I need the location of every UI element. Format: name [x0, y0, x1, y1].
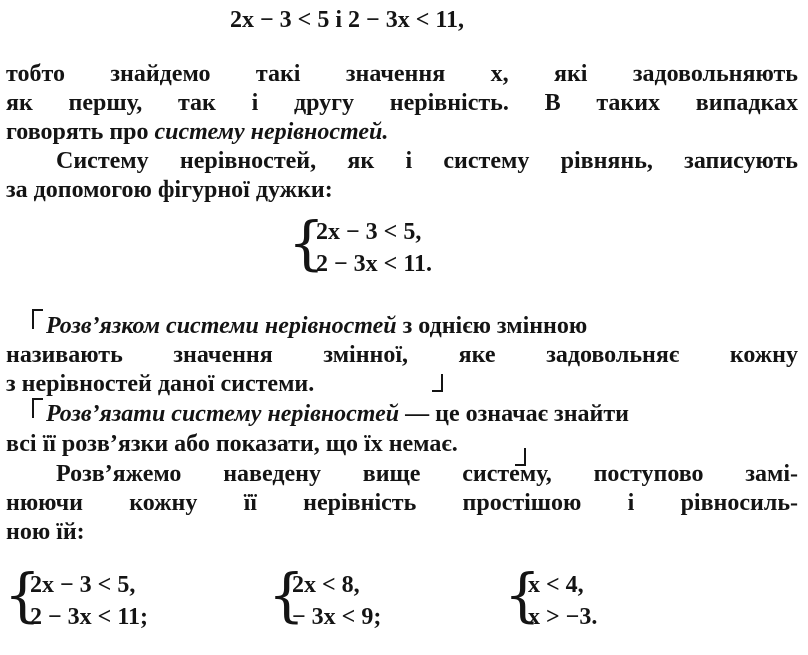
system-a-line2: 2 − 3x < 11; — [30, 604, 149, 630]
system1-line1: 2x − 3 < 5, — [316, 219, 422, 245]
def1-line2: називають значення змінної, яке задовольняє кожну — [6, 342, 798, 368]
def1-rest: з однією змінною — [396, 313, 588, 339]
def2-line2: всі її розв’язки або показати, що їх немає. — [6, 431, 458, 457]
para1-line1: тобто знайдемо такі значення x, які задовольняють — [6, 61, 798, 87]
system1-line2: 2 − 3x < 11. — [316, 251, 433, 277]
definition-open-marker-icon — [32, 309, 43, 329]
system-c-line1: x < 4, — [528, 572, 584, 598]
def1-line3: з нерівностей даної системи. — [6, 371, 315, 397]
def2-line1 — [46, 402, 629, 426]
para3-line1: Розв’яжемо наведену вище систему, поступово замі- — [56, 461, 798, 487]
curly-brace-icon: { — [268, 561, 305, 629]
para2-line2: за допомогою фігурної дужки: — [6, 177, 333, 203]
top-formula: 2x − 3 < 5 і 2 − 3x < 11, — [230, 7, 465, 33]
def2-rest: — це означає знайти — [399, 401, 629, 427]
def1-line1 — [46, 314, 587, 338]
def1-term: Розв’язком системи нерівностей — [46, 313, 397, 339]
system-b-line1: 2x < 8, — [292, 572, 360, 598]
definition-open-marker-icon — [32, 398, 43, 418]
para1-line3 — [6, 120, 388, 144]
curly-brace-icon: { — [4, 561, 41, 629]
system-b-line2: − 3x < 9; — [292, 604, 382, 630]
curly-brace-icon: { — [504, 561, 541, 629]
para1-line2: як першу, так і другу нерівність. В таких випадках — [6, 90, 798, 116]
term-system-of-inequalities: систему нерівностей. — [154, 119, 389, 145]
para2-line1: Систему нерівностей, як і систему рівнянь, записують — [56, 148, 798, 174]
def2-term: Розв’язати систему нерівностей — [46, 401, 400, 427]
para1-text: говорять про — [6, 119, 155, 145]
system-a-line1: 2x − 3 < 5, — [30, 572, 136, 598]
definition-close-marker-icon — [432, 374, 443, 392]
system-c-line2: x > −3. — [528, 604, 598, 630]
para3-line3: ною їй: — [6, 519, 85, 545]
para3-line2: нюючи кожну її нерівність простішою і рівносиль- — [6, 490, 798, 516]
curly-brace-icon: { — [288, 209, 325, 277]
